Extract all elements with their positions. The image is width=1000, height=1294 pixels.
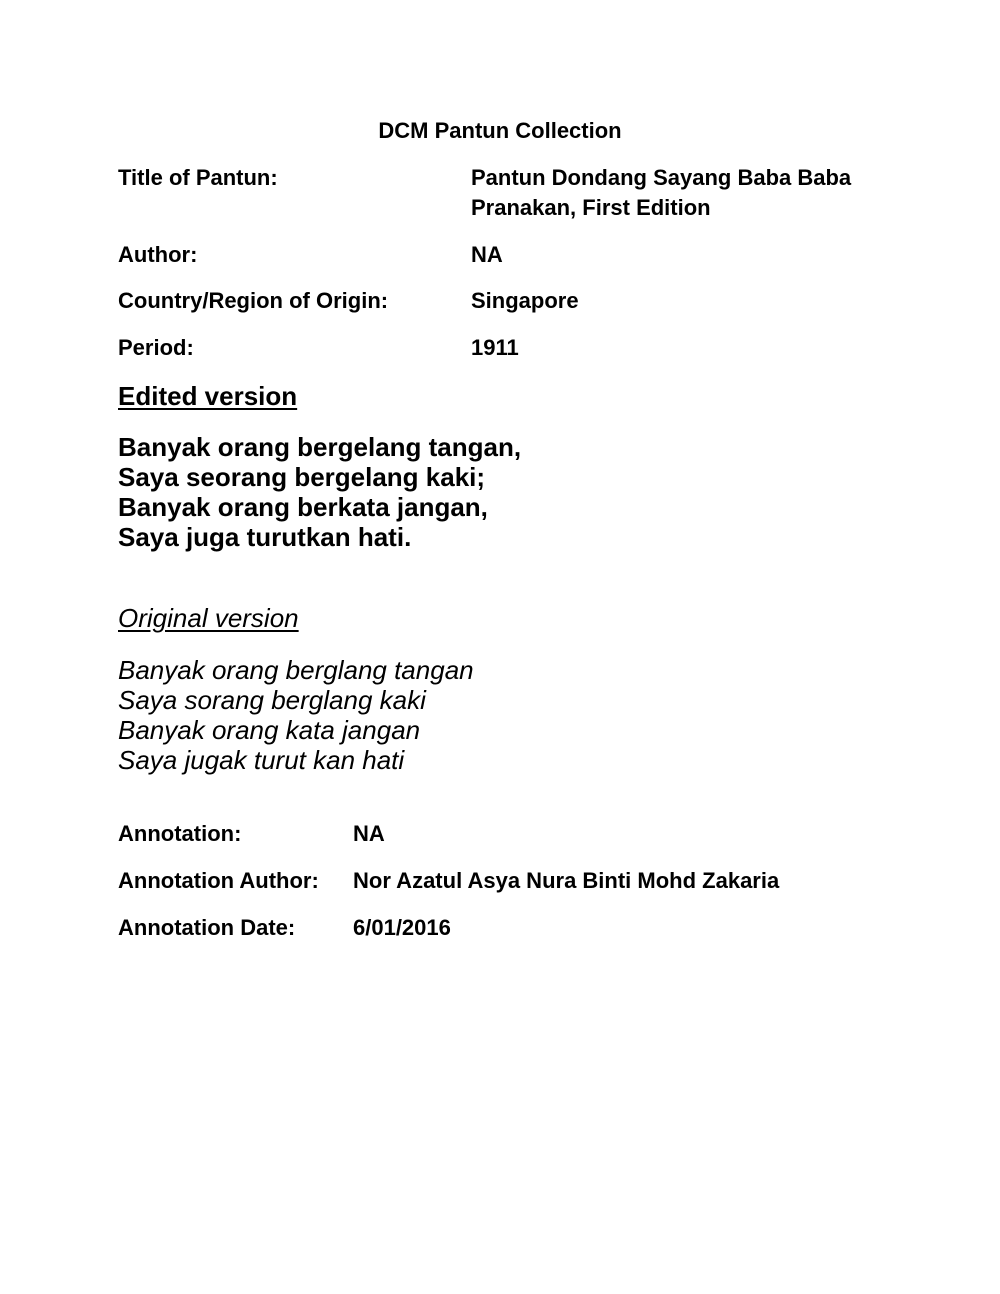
- verse-line: Saya sorang berglang kaki: [118, 685, 426, 715]
- metadata-value-period: 1911: [471, 335, 519, 360]
- verse-line: Banyak orang bergelang tangan,: [118, 432, 522, 462]
- page-title: DCM Pantun Collection: [378, 118, 622, 143]
- original-version-heading: Original version: [118, 603, 299, 633]
- annotation-value: NA: [353, 821, 385, 846]
- metadata-label-title: Title of Pantun:: [118, 165, 278, 190]
- metadata-value-title: Pantun Dondang Sayang Baba Baba Pranakan, First Edition: [471, 165, 852, 220]
- metadata-value-origin: Singapore: [471, 288, 579, 313]
- metadata-label-author: Author:: [118, 242, 198, 267]
- verse-line: Saya juga turutkan hati.: [118, 522, 412, 552]
- annotation-date-label: Annotation Date:: [118, 915, 296, 940]
- annotation-label: Annotation:: [118, 821, 242, 846]
- verse-line: Saya seorang bergelang kaki;: [118, 462, 486, 492]
- metadata-label-origin: Country/Region of Origin:: [118, 288, 389, 313]
- annotation-date-value: 6/01/2016: [353, 915, 451, 940]
- annotation-author-label: Annotation Author:: [118, 868, 319, 893]
- edited-version-heading: Edited version: [118, 381, 298, 411]
- annotation-author-value: Nor Azatul Asya Nura Binti Mohd Zakaria: [353, 868, 780, 893]
- original-version-verse: [118, 655, 474, 775]
- verse-line: Saya jugak turut kan hati: [118, 745, 405, 775]
- metadata-value-author: NA: [471, 242, 503, 267]
- metadata-label-period: Period:: [118, 335, 194, 360]
- verse-line: Banyak orang berkata jangan,: [118, 492, 488, 522]
- verse-line: Banyak orang kata jangan: [118, 715, 421, 745]
- verse-line: Banyak orang berglang tangan: [118, 655, 474, 685]
- edited-version-verse: [118, 432, 521, 552]
